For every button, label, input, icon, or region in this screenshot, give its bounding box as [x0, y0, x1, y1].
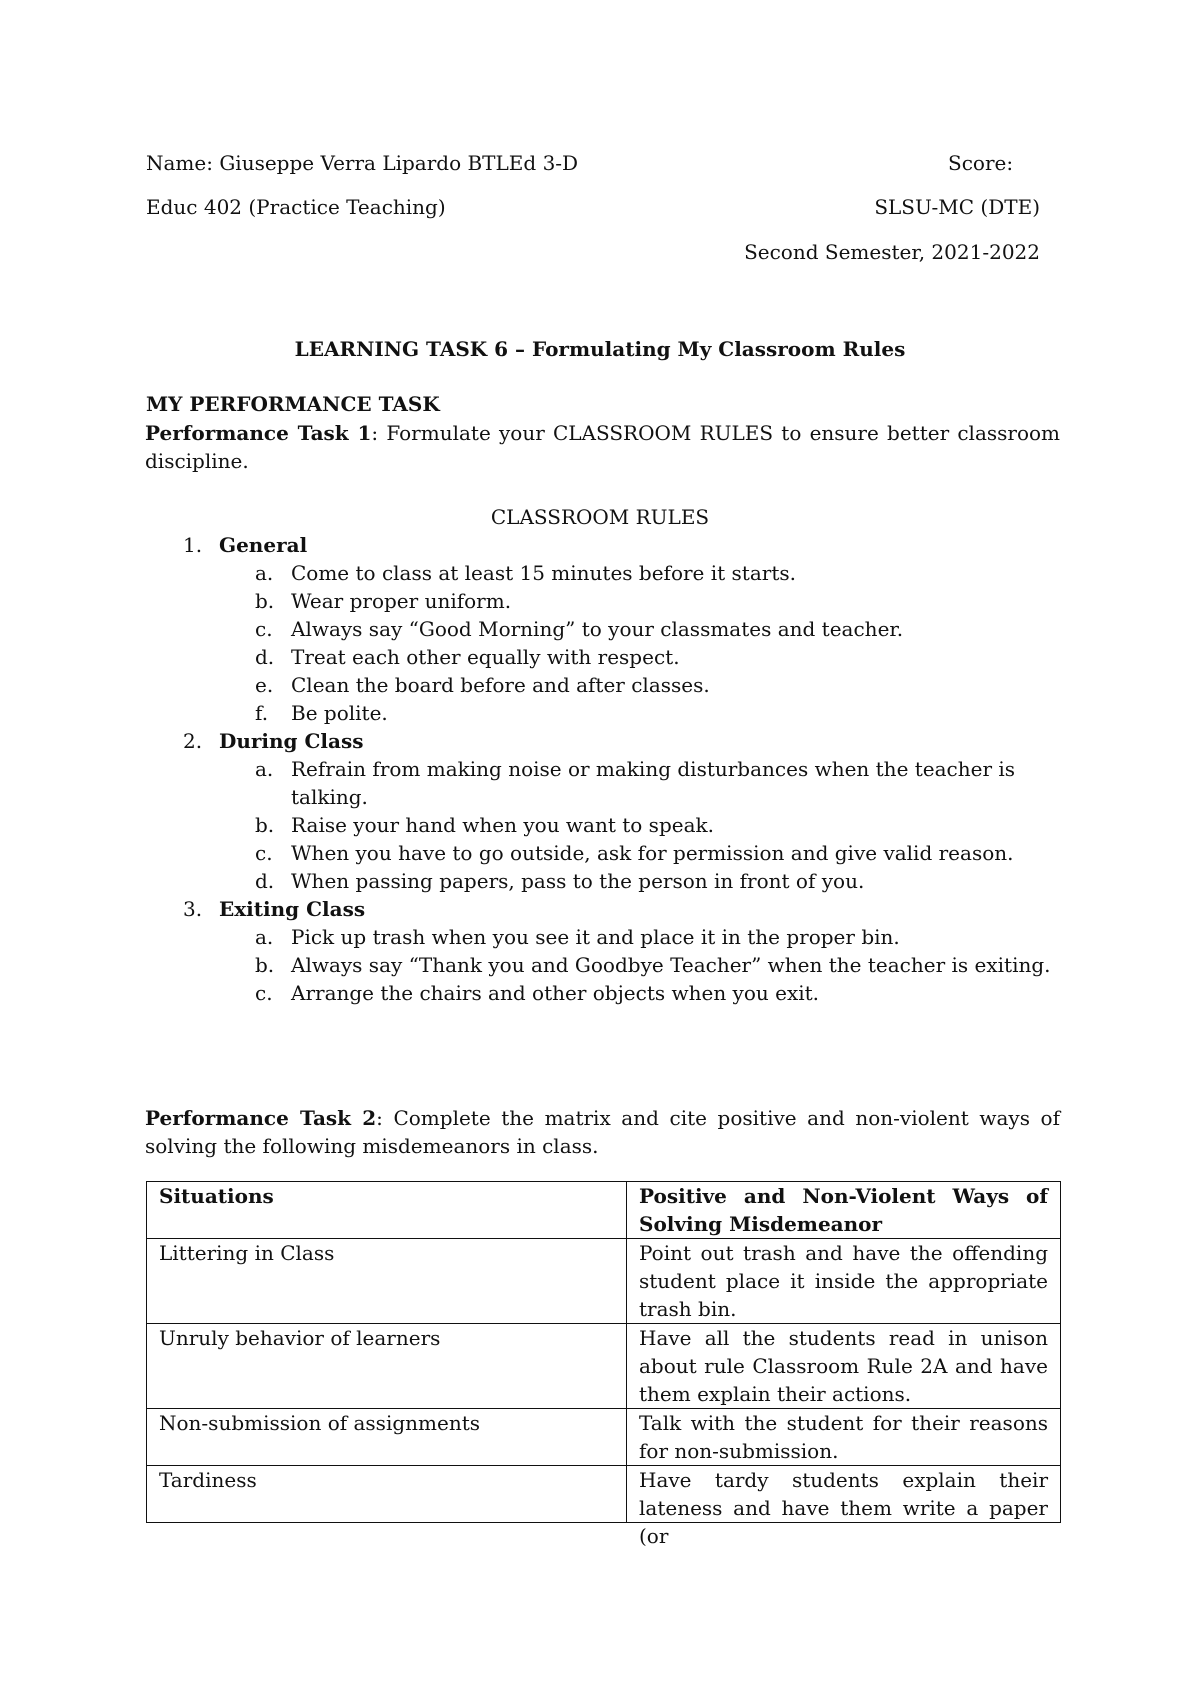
rules-heading: CLASSROOM RULES	[490, 505, 710, 529]
item-letter: b.	[255, 953, 275, 977]
table-header-row	[147, 1182, 1061, 1239]
item-text: Always say “Thank you and Goodbye Teacher” when the teacher is exiting.	[291, 953, 1051, 977]
section-title: During Class	[219, 729, 364, 753]
item-letter: c.	[255, 617, 273, 641]
item-text: Come to class at least 15 minutes before it starts.	[291, 561, 796, 585]
item-letter: f.	[255, 701, 269, 725]
situation-cell: Non-submission of assignments	[147, 1409, 627, 1466]
item-text: When passing papers, pass to the person in front of you.	[291, 869, 865, 893]
task2-label: Performance Task 2	[145, 1106, 377, 1130]
rules-section	[145, 531, 1045, 727]
situation-cell: Unruly behavior of learners	[147, 1324, 627, 1409]
rule-item	[145, 615, 1061, 643]
rules-section	[145, 727, 1045, 895]
section-items	[145, 923, 1051, 1007]
course-line: Educ 402 (Practice Teaching)	[146, 195, 446, 219]
rule-item	[145, 839, 1061, 867]
item-text: Wear proper uniform.	[291, 589, 512, 613]
way-cell: Have all the students read in unison about rule Classroom Rule 2A and have them explain their actions.	[627, 1324, 1061, 1409]
item-text: Always say “Good Morning” to your classmates and teacher.	[291, 617, 904, 641]
task2-text: : Complete the matrix and cite positive and non-violent ways of solving the following misdemeanors in class.	[145, 1106, 1061, 1158]
way-cell-text: Have tardy students explain their lateness and have them write a paper (or	[639, 1468, 1048, 1548]
rule-item	[145, 755, 1061, 811]
item-letter: b.	[255, 813, 275, 837]
item-text: Pick up trash when you see it and place it in the proper bin.	[291, 925, 900, 949]
item-text: Refrain from making noise or making disturbances when the teacher is talking.	[291, 757, 1016, 809]
section-number: 2.	[183, 729, 203, 753]
rule-item	[145, 559, 1061, 587]
rules-section	[145, 895, 1051, 1007]
item-letter: e.	[255, 673, 274, 697]
task2-paragraph	[145, 1104, 1060, 1160]
rule-item	[145, 923, 1061, 951]
table-row	[147, 1239, 1061, 1324]
table-row	[147, 1324, 1061, 1409]
item-letter: a.	[255, 561, 274, 585]
section-number: 1.	[183, 533, 203, 557]
column-header-ways: Positive and Non-Violent Ways of Solving Misdemeanor	[627, 1182, 1061, 1239]
situation-cell: Littering in Class	[147, 1239, 627, 1324]
item-letter: d.	[255, 869, 275, 893]
score-label: Score:	[948, 151, 1014, 175]
item-letter: d.	[255, 645, 275, 669]
rule-item	[145, 867, 1061, 895]
rule-item	[145, 587, 1061, 615]
page-title: LEARNING TASK 6 – Formulating My Classroom Rules	[294, 337, 906, 361]
item-letter: b.	[255, 589, 275, 613]
item-text: Raise your hand when you want to speak.	[291, 813, 714, 837]
item-letter: c.	[255, 981, 273, 1005]
section-items	[145, 755, 1045, 895]
rule-item	[145, 699, 1061, 727]
performance-heading: MY PERFORMANCE TASK	[146, 392, 440, 416]
column-header-situations: Situations	[147, 1182, 627, 1239]
school-line: SLSU-MC (DTE)	[874, 195, 1040, 219]
item-letter: a.	[255, 925, 274, 949]
rule-item	[145, 979, 1061, 1007]
item-text: Clean the board before and after classes.	[291, 673, 710, 697]
item-letter: a.	[255, 757, 274, 781]
student-name-line: Name: Giuseppe Verra Lipardo BTLEd 3-D	[146, 151, 579, 175]
misdemeanor-matrix	[146, 1181, 1061, 1548]
situation-cell: Tardiness	[147, 1466, 627, 1523]
item-letter: c.	[255, 841, 273, 865]
semester-line: Second Semester, 2021-2022	[744, 240, 1040, 264]
rule-item	[145, 643, 1061, 671]
rules-list	[145, 531, 1051, 1007]
table-row	[147, 1466, 1061, 1523]
rule-item	[145, 671, 1061, 699]
rule-item	[145, 811, 1061, 839]
section-title: General	[219, 533, 308, 557]
way-cell	[627, 1466, 1061, 1548]
section-title: Exiting Class	[219, 897, 366, 921]
item-text: Arrange the chairs and other objects when you exit.	[291, 981, 820, 1005]
item-text: Be polite.	[291, 701, 388, 725]
way-cell: Point out trash and have the offending student place it inside the appropriate trash bin.	[627, 1239, 1061, 1324]
item-text: When you have to go outside, ask for permission and give valid reason.	[291, 841, 1014, 865]
item-text: Treat each other equally with respect.	[291, 645, 680, 669]
section-items	[145, 559, 1045, 727]
way-cell: Talk with the student for their reasons for non-submission.	[627, 1409, 1061, 1466]
table-row	[147, 1409, 1061, 1466]
rule-item	[145, 951, 1061, 979]
task1-text: : Formulate your CLASSROOM RULES to ensure better classroom discipline.	[145, 421, 1061, 473]
task1-paragraph	[145, 419, 1060, 475]
section-number: 3.	[183, 897, 203, 921]
task1-label: Performance Task 1	[145, 421, 372, 445]
